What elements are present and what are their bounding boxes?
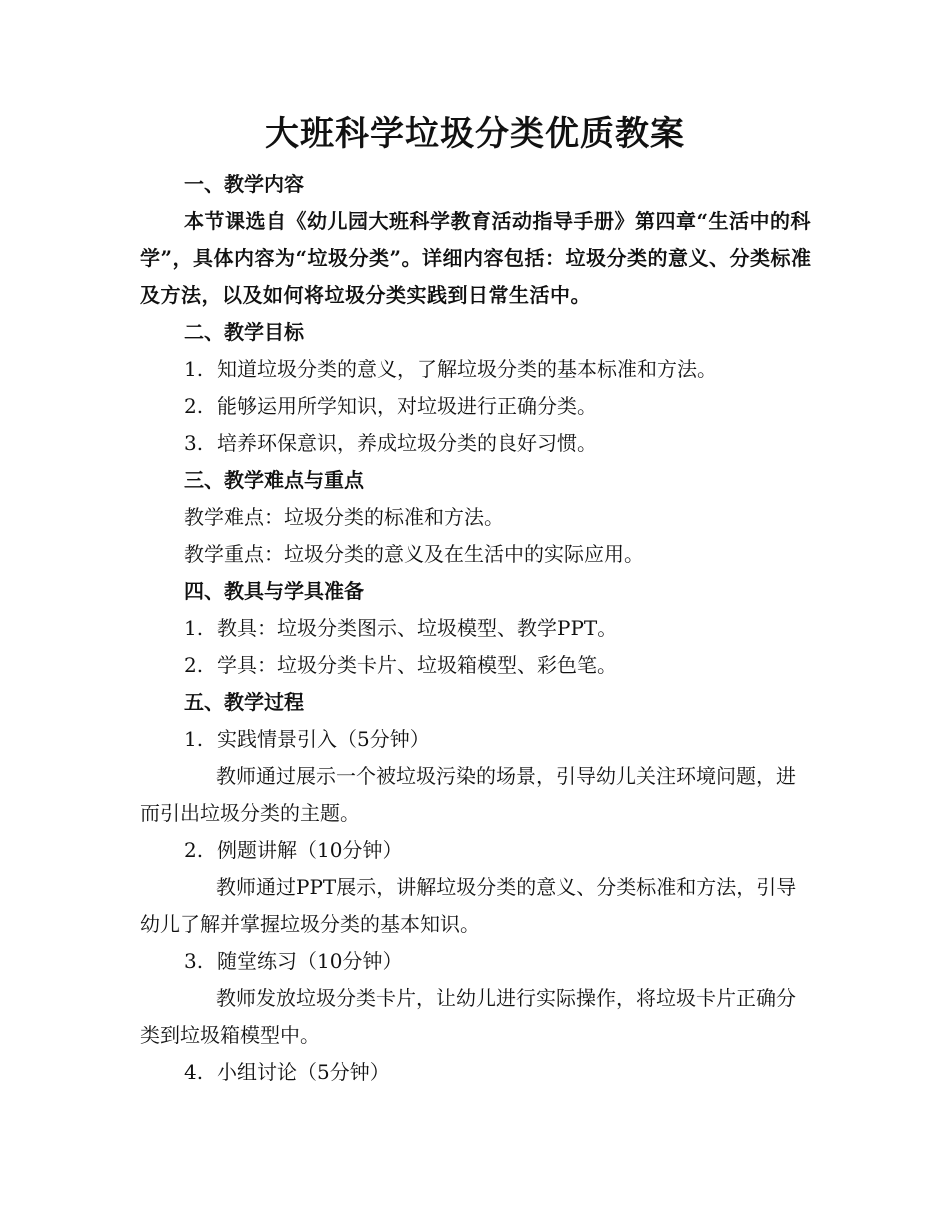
section-heading-teaching-content: 一、教学内容 (184, 172, 304, 196)
step-number: 4. (184, 1060, 204, 1084)
goal-text: 能够运用所学知识，对垃圾进行正确分类。 (217, 394, 597, 418)
goal-number: 2. (184, 394, 204, 418)
teaching-difficulty: 教学难点：垃圾分类的标准和方法。 (184, 505, 504, 529)
materials-item (140, 610, 815, 647)
document-title: 大班科学垃圾分类优质教案 (265, 114, 685, 154)
materials-item (140, 647, 815, 684)
materials-text: 学具：垃圾分类卡片、垃圾箱模型、彩色笔。 (217, 653, 617, 677)
process-step-label (140, 832, 815, 869)
goal-item (140, 351, 815, 388)
goal-item (140, 388, 815, 425)
step-label: 小组讨论（5分钟） (217, 1060, 390, 1084)
document-body (140, 166, 815, 1091)
goal-number: 3. (184, 431, 204, 455)
goal-item (140, 425, 815, 462)
goal-text: 培养环保意识，养成垃圾分类的良好习惯。 (217, 431, 597, 455)
process-step-label (140, 1054, 815, 1091)
section-heading-teaching-goals: 二、教学目标 (184, 320, 304, 344)
section-heading-difficulty-and-focus: 三、教学难点与重点 (184, 468, 364, 492)
process-step-description: 教师通过展示一个被垃圾污染的场景，引导幼儿关注环境问题，进而引出垃圾分类的主题。 (140, 764, 796, 825)
process-step-label (140, 721, 815, 758)
step-number: 3. (184, 949, 204, 973)
goal-text: 知道垃圾分类的意义，了解垃圾分类的基本标准和方法。 (217, 357, 717, 381)
section-heading-materials: 四、教具与学具准备 (184, 579, 364, 603)
teaching-key-point: 教学重点：垃圾分类的意义及在生活中的实际应用。 (184, 542, 644, 566)
process-step-description: 教师通过PPT展示，讲解垃圾分类的意义、分类标准和方法，引导幼儿了解并掌握垃圾分类的基本知识。 (140, 875, 797, 936)
step-number: 1. (184, 727, 204, 751)
process-step-description: 教师发放垃圾分类卡片，让幼儿进行实际操作，将垃圾卡片正确分类到垃圾箱模型中。 (140, 986, 796, 1047)
goal-number: 1. (184, 357, 204, 381)
step-number: 2. (184, 838, 204, 862)
materials-number: 2. (184, 653, 204, 677)
step-label: 实践情景引入（5分钟） (217, 727, 430, 751)
materials-number: 1. (184, 616, 204, 640)
section-heading-teaching-process: 五、教学过程 (184, 690, 304, 714)
teaching-content-paragraph: 本节课选自《幼儿园大班科学教育活动指导手册》第四章“生活中的科学”，具体内容为“垃圾分类”。详细内容包括：垃圾分类的意义、分类标准及方法，以及如何将垃圾分类实践到日常生活中。 (140, 209, 812, 307)
step-label: 随堂练习（10分钟） (217, 949, 403, 973)
materials-text: 教具：垃圾分类图示、垃圾模型、教学PPT。 (217, 616, 618, 640)
process-step-label (140, 943, 815, 980)
step-label: 例题讲解（10分钟） (217, 838, 403, 862)
